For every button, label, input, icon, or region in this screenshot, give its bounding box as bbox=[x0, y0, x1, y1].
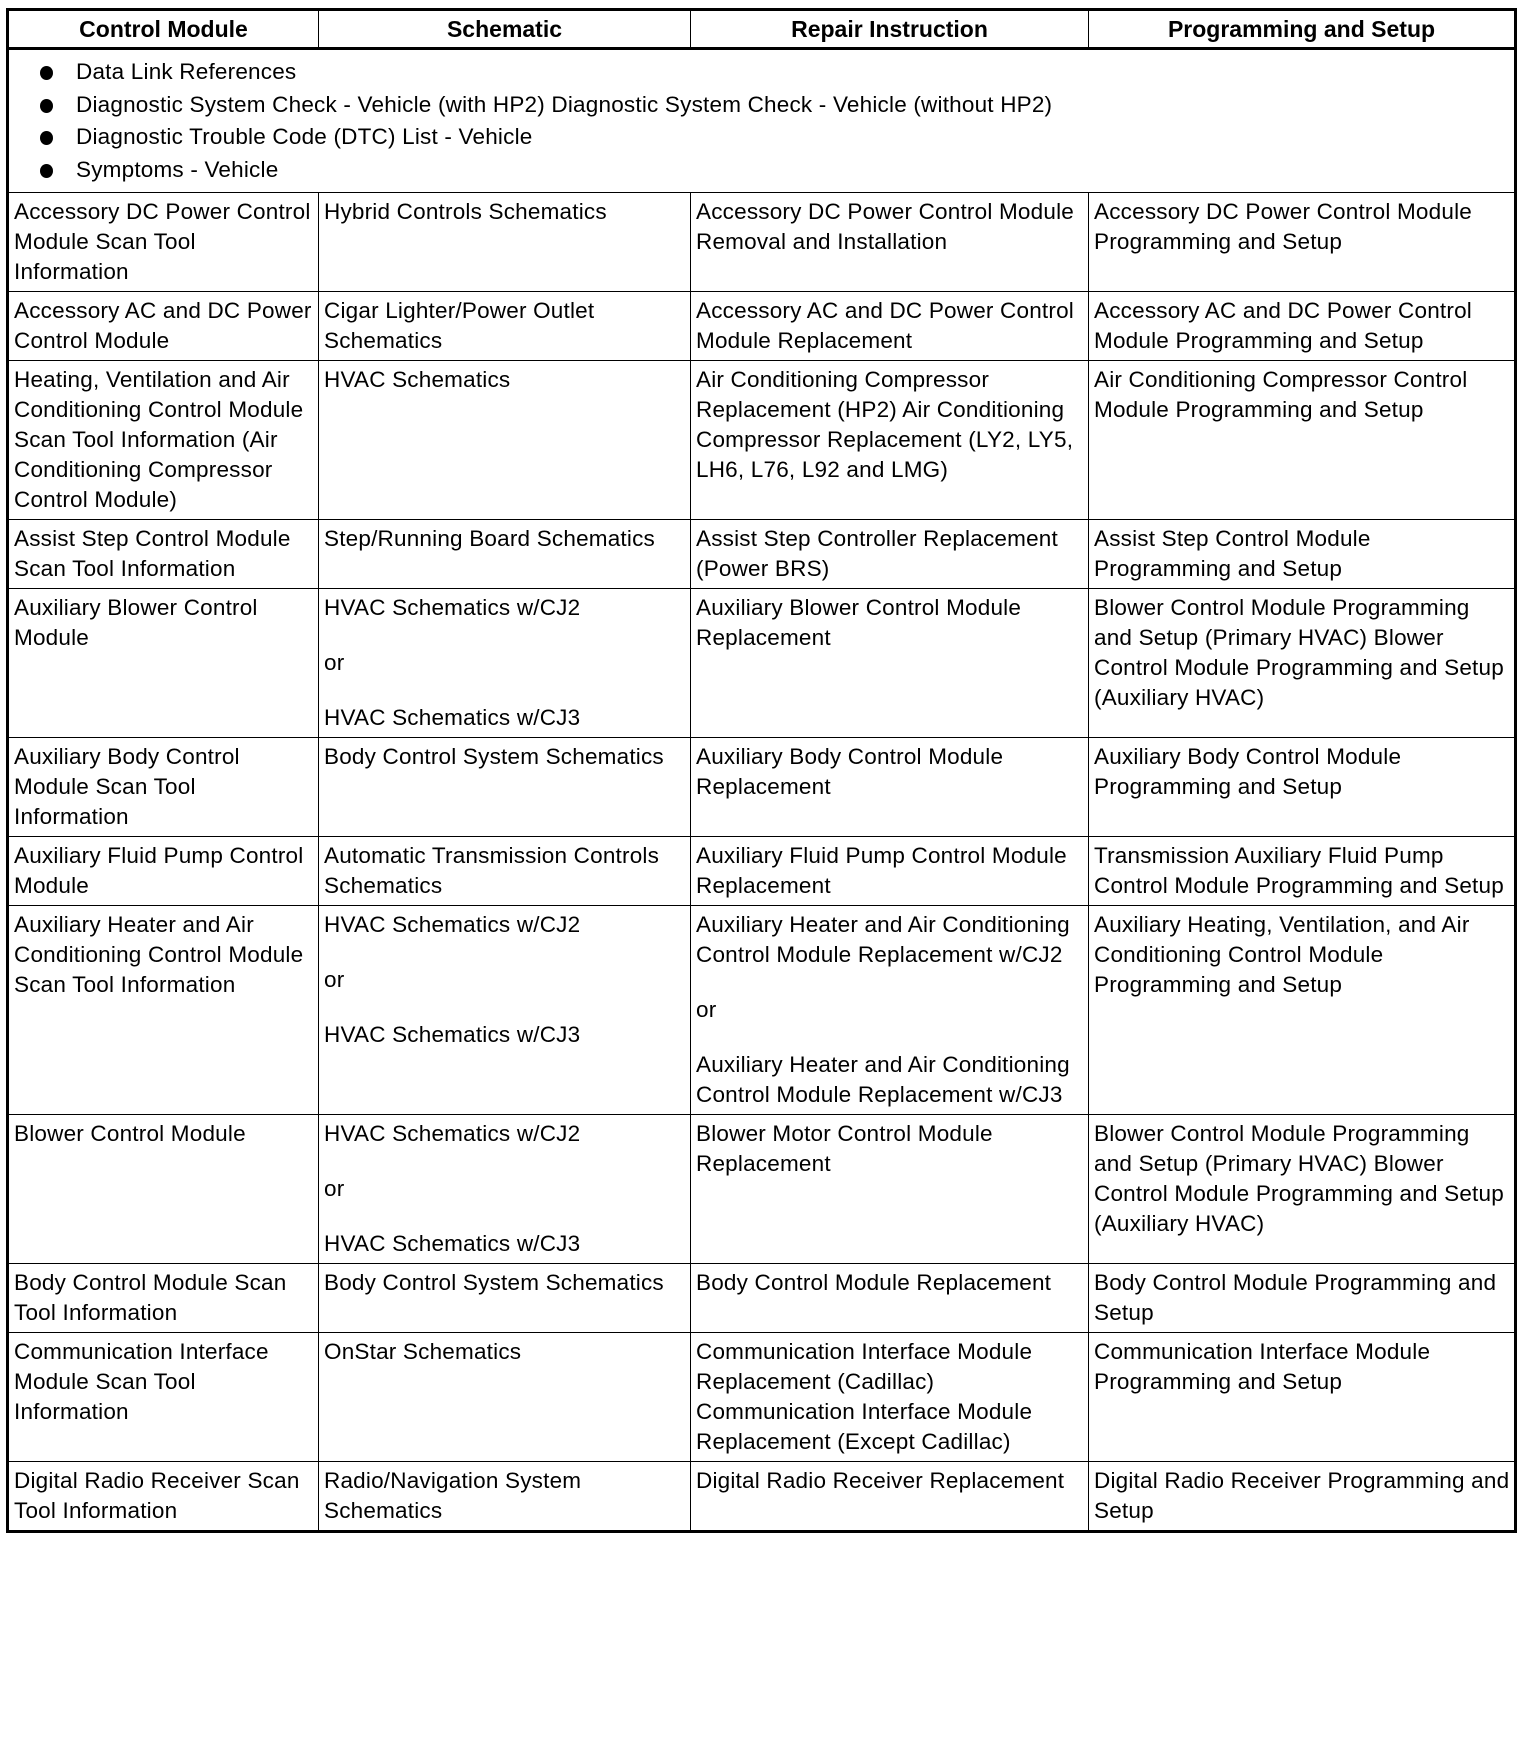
reference-link[interactable]: Blower Control Module Programming and Setup (Primary HVAC) Blower Control Module Programming and Setup (Auxiliary HVAC) bbox=[1094, 1121, 1504, 1236]
reference-link[interactable]: Communication Interface Module Programming and Setup bbox=[1094, 1339, 1431, 1394]
programming-setup-cell bbox=[1089, 520, 1516, 589]
repair-instruction-cell bbox=[691, 361, 1089, 520]
reference-link[interactable]: HVAC Schematics w/CJ3 bbox=[324, 1022, 581, 1047]
reference-link[interactable]: Accessory AC and DC Power Control Module Programming and Setup bbox=[1094, 298, 1472, 353]
programming-setup-cell bbox=[1089, 193, 1516, 292]
control-module-reference-table bbox=[6, 8, 1517, 1533]
programming-setup-cell bbox=[1089, 361, 1516, 520]
reference-link[interactable]: Accessory AC and DC Power Control Module Replacement bbox=[696, 298, 1074, 353]
reference-link[interactable]: Auxiliary Body Control Module Scan Tool Information bbox=[14, 744, 240, 829]
repair-instruction-cell bbox=[691, 520, 1089, 589]
reference-link[interactable]: Accessory DC Power Control Module Removal and Installation bbox=[696, 199, 1074, 254]
general-links-cell bbox=[8, 49, 1516, 193]
schematic-cell bbox=[319, 1115, 691, 1264]
or-separator: or bbox=[324, 650, 345, 675]
repair-instruction-cell bbox=[691, 1264, 1089, 1333]
repair-instruction-cell bbox=[691, 1462, 1089, 1532]
general-links-row bbox=[8, 49, 1516, 193]
reference-link[interactable]: Body Control Module Replacement bbox=[696, 1270, 1052, 1295]
header-control-module: Control Module bbox=[8, 10, 319, 49]
programming-setup-cell bbox=[1089, 738, 1516, 837]
reference-link[interactable]: Digital Radio Receiver Programming and Setup bbox=[1094, 1468, 1510, 1523]
schematic-cell bbox=[319, 520, 691, 589]
bullet-icon bbox=[40, 99, 53, 113]
control-module-cell bbox=[8, 1115, 319, 1264]
schematic-cell bbox=[319, 906, 691, 1115]
table-row bbox=[8, 1115, 1516, 1264]
reference-link[interactable]: Auxiliary Body Control Module Replacement bbox=[696, 744, 1004, 799]
general-links-list bbox=[14, 54, 1510, 188]
control-module-cell bbox=[8, 906, 319, 1115]
repair-instruction-cell bbox=[691, 292, 1089, 361]
reference-link[interactable]: Auxiliary Heater and Air Conditioning Control Module Scan Tool Information bbox=[14, 912, 304, 997]
reference-link[interactable]: Assist Step Controller Replacement (Power BRS) bbox=[696, 526, 1058, 581]
reference-link[interactable]: Body Control Module Scan Tool Information bbox=[14, 1270, 287, 1325]
bullet-icon bbox=[40, 131, 53, 145]
schematic-cell bbox=[319, 193, 691, 292]
reference-link[interactable]: HVAC Schematics w/CJ2 bbox=[324, 1121, 581, 1146]
repair-instruction-cell bbox=[691, 193, 1089, 292]
repair-instruction-cell bbox=[691, 1333, 1089, 1462]
repair-instruction-cell bbox=[691, 837, 1089, 906]
reference-link[interactable]: Heating, Ventilation and Air Conditioning Control Module Scan Tool Information (Air Conditioning Compressor Control Module) bbox=[14, 367, 304, 512]
reference-link[interactable]: Blower Control Module bbox=[14, 1121, 246, 1146]
reference-link[interactable]: OnStar Schematics bbox=[324, 1339, 522, 1364]
schematic-cell bbox=[319, 1333, 691, 1462]
control-module-cell bbox=[8, 292, 319, 361]
general-link-text[interactable]: Diagnostic System Check - Vehicle (with HP2) Diagnostic System Check - Vehicle (without HP2) bbox=[76, 91, 1053, 117]
reference-link[interactable]: Accessory AC and DC Power Control Module bbox=[14, 298, 312, 353]
general-link-item[interactable] bbox=[40, 121, 1510, 154]
reference-link[interactable]: Transmission Auxiliary Fluid Pump Control Module Programming and Setup bbox=[1094, 843, 1504, 898]
reference-link[interactable]: HVAC Schematics w/CJ2 bbox=[324, 912, 581, 937]
programming-setup-cell bbox=[1089, 1462, 1516, 1532]
control-module-cell bbox=[8, 361, 319, 520]
reference-link[interactable]: Body Control System Schematics bbox=[324, 1270, 664, 1295]
table-row bbox=[8, 1462, 1516, 1532]
reference-link[interactable]: Body Control System Schematics bbox=[324, 744, 664, 769]
reference-link[interactable]: HVAC Schematics w/CJ2 bbox=[324, 595, 581, 620]
control-module-cell bbox=[8, 1333, 319, 1462]
bullet-icon bbox=[40, 66, 53, 80]
reference-link[interactable]: Auxiliary Fluid Pump Control Module bbox=[14, 843, 304, 898]
repair-instruction-cell bbox=[691, 738, 1089, 837]
reference-link[interactable]: Auxiliary Heater and Air Conditioning Control Module Replacement w/CJ2 bbox=[696, 912, 1070, 967]
reference-link[interactable]: Blower Control Module Programming and Setup (Primary HVAC) Blower Control Module Programming and Setup (Auxiliary HVAC) bbox=[1094, 595, 1504, 710]
reference-link[interactable]: Air Conditioning Compressor Control Module Programming and Setup bbox=[1094, 367, 1468, 422]
table-row bbox=[8, 193, 1516, 292]
or-separator: or bbox=[696, 997, 717, 1022]
programming-setup-cell bbox=[1089, 1264, 1516, 1333]
reference-link[interactable]: HVAC Schematics bbox=[324, 367, 511, 392]
control-module-cell bbox=[8, 520, 319, 589]
table-row bbox=[8, 837, 1516, 906]
control-module-cell bbox=[8, 837, 319, 906]
schematic-cell bbox=[319, 1264, 691, 1333]
reference-link[interactable]: Auxiliary Heater and Air Conditioning Control Module Replacement w/CJ3 bbox=[696, 1052, 1070, 1107]
programming-setup-cell bbox=[1089, 292, 1516, 361]
general-link-text[interactable]: Data Link References bbox=[76, 59, 297, 84]
reference-link[interactable]: Accessory DC Power Control Module Programming and Setup bbox=[1094, 199, 1472, 254]
programming-setup-cell bbox=[1089, 1115, 1516, 1264]
reference-link[interactable]: HVAC Schematics w/CJ3 bbox=[324, 1231, 581, 1256]
programming-setup-cell bbox=[1089, 1333, 1516, 1462]
table-row bbox=[8, 906, 1516, 1115]
reference-link[interactable]: Communication Interface Module Scan Tool Information bbox=[14, 1339, 269, 1424]
table-row bbox=[8, 520, 1516, 589]
repair-instruction-cell bbox=[691, 589, 1089, 738]
table-row bbox=[8, 1264, 1516, 1333]
header-row bbox=[8, 10, 1516, 49]
repair-instruction-cell bbox=[691, 906, 1089, 1115]
general-link-item[interactable] bbox=[40, 89, 1510, 122]
header-programming-and-setup: Programming and Setup bbox=[1089, 10, 1516, 49]
reference-link[interactable]: Auxiliary Fluid Pump Control Module Replacement bbox=[696, 843, 1067, 898]
general-link-text[interactable]: Symptoms - Vehicle bbox=[76, 156, 279, 182]
reference-link[interactable]: Automatic Transmission Controls Schematics bbox=[324, 843, 660, 898]
control-module-cell bbox=[8, 193, 319, 292]
table-row bbox=[8, 361, 1516, 520]
reference-link[interactable]: Auxiliary Blower Control Module Replacement bbox=[696, 595, 1022, 650]
bullet-icon bbox=[40, 164, 53, 178]
reference-link[interactable]: Auxiliary Heating, Ventilation, and Air Conditioning Control Module Programming and Setup bbox=[1094, 912, 1470, 997]
reference-link[interactable]: HVAC Schematics w/CJ3 bbox=[324, 705, 581, 730]
or-separator: or bbox=[324, 1176, 345, 1201]
control-module-cell bbox=[8, 1264, 319, 1333]
programming-setup-cell bbox=[1089, 589, 1516, 738]
schematic-cell bbox=[319, 837, 691, 906]
schematic-cell bbox=[319, 292, 691, 361]
schematic-cell bbox=[319, 1462, 691, 1532]
repair-instruction-cell bbox=[691, 1115, 1089, 1264]
programming-setup-cell bbox=[1089, 837, 1516, 906]
control-module-cell bbox=[8, 589, 319, 738]
reference-link[interactable]: Assist Step Control Module Scan Tool Information bbox=[14, 526, 291, 581]
reference-link[interactable]: Auxiliary Body Control Module Programming and Setup bbox=[1094, 744, 1402, 799]
table-row bbox=[8, 738, 1516, 837]
reference-link[interactable]: Hybrid Controls Schematics bbox=[324, 199, 607, 224]
schematic-cell bbox=[319, 738, 691, 837]
or-separator: or bbox=[324, 967, 345, 992]
header-schematic: Schematic bbox=[319, 10, 691, 49]
reference-link[interactable]: Air Conditioning Compressor Replacement (HP2) Air Conditioning Compressor Replacement (LY2, LY5, LH6, L76, L92 and LMG) bbox=[696, 367, 1074, 482]
reference-link[interactable]: Accessory DC Power Control Module Scan Tool Information bbox=[14, 199, 311, 284]
table-row bbox=[8, 292, 1516, 361]
schematic-cell bbox=[319, 361, 691, 520]
header-repair-instruction: Repair Instruction bbox=[691, 10, 1089, 49]
reference-link[interactable]: Auxiliary Blower Control Module bbox=[14, 595, 258, 650]
reference-link[interactable]: Digital Radio Receiver Replacement bbox=[696, 1468, 1065, 1493]
reference-link[interactable]: Cigar Lighter/Power Outlet Schematics bbox=[324, 298, 595, 353]
schematic-cell bbox=[319, 589, 691, 738]
reference-link[interactable]: Radio/Navigation System Schematics bbox=[324, 1468, 582, 1523]
reference-link[interactable]: Communication Interface Module Replacement (Cadillac) Communication Interface Module Replacement (Except Cadillac) bbox=[696, 1339, 1033, 1454]
control-module-cell bbox=[8, 1462, 319, 1532]
reference-link[interactable]: Digital Radio Receiver Scan Tool Information bbox=[14, 1468, 300, 1523]
reference-link[interactable]: Body Control Module Programming and Setup bbox=[1094, 1270, 1497, 1325]
general-link-item[interactable] bbox=[40, 154, 1510, 187]
reference-link[interactable]: Assist Step Control Module Programming and Setup bbox=[1094, 526, 1371, 581]
table-row bbox=[8, 1333, 1516, 1462]
programming-setup-cell bbox=[1089, 906, 1516, 1115]
general-link-item[interactable] bbox=[40, 56, 1510, 89]
general-link-text[interactable]: Diagnostic Trouble Code (DTC) List - Vehicle bbox=[76, 124, 533, 149]
reference-link[interactable]: Step/Running Board Schematics bbox=[324, 526, 655, 551]
reference-link[interactable]: Blower Motor Control Module Replacement bbox=[696, 1121, 993, 1176]
control-module-cell bbox=[8, 738, 319, 837]
table-row bbox=[8, 589, 1516, 738]
